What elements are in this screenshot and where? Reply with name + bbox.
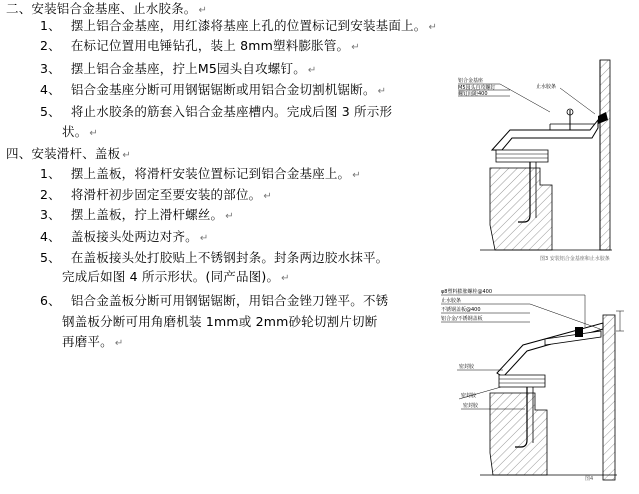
list-item: 4、 铝合金基座分断可用钢锯锯断或用铝合金切割机锯断。 ↵ xyxy=(40,82,387,97)
label-base: 铝合金基座 xyxy=(458,78,484,84)
section4-heading: 四、安装滑杆、盖板 ↵ xyxy=(6,146,131,161)
figure-4-caption: 图4 xyxy=(585,476,594,482)
list-item: 3、 摆上盖板，拧上滑杆螺丝。 ↵ xyxy=(40,207,234,222)
list-item: 2、 将滑杆初步固定至要安装的部位。 ↵ xyxy=(40,187,272,202)
label-sealant-1: 密封胶 xyxy=(459,364,475,370)
list-item: 3、 摆上铝合金基座，拧上M5园头自攻螺钉。 ↵ xyxy=(40,61,317,76)
figure-3-drawing xyxy=(440,50,636,265)
wall-section xyxy=(603,315,615,480)
figure-4-drawing xyxy=(435,275,635,489)
label-water-stop: 止水胶条 xyxy=(441,298,462,304)
label-sealant-2: 密封胶 xyxy=(461,393,477,399)
list-item: 1、 摆上盖板，将滑杆安装位置标记到铝合金基座上。 ↵ xyxy=(40,166,361,181)
label-cover: 铝合金/不锈钢盖板 xyxy=(441,316,483,322)
aluminum-base xyxy=(492,120,598,150)
concrete-slab xyxy=(490,393,547,475)
list-item: 4、 盖板接头处两边对齐。 ↵ xyxy=(40,229,209,244)
label-water-stop: 止水胶条 xyxy=(536,84,557,90)
list-item-continuation: 再磨平。 ↵ xyxy=(62,334,124,349)
label-screw: M5园头自攻螺钉 xyxy=(458,85,496,91)
label-sealant-3: 密封胶 xyxy=(463,403,479,409)
list-item: 5、 将止水胶条的筋套入铝合金基座槽内。完成后图 3 所示形 xyxy=(40,104,393,119)
list-item: 6、 铝合金盖板分断可用钢锯锯断，用铝合金锉刀锉平。不锈 xyxy=(40,293,389,308)
section3-heading: 二、安装铝合金基座、止水胶条。 ↵ xyxy=(6,1,208,16)
label-spacing: 螺钉间距400 xyxy=(458,91,488,97)
list-item: 2、 在标记位置用电锤钻孔，装上 8mm塑料膨胀管。 ↵ xyxy=(40,38,360,53)
figure-3-caption: 图3 安装铝合金基座和止水胶条 xyxy=(540,256,610,262)
concrete-slab xyxy=(490,168,552,250)
list-item-continuation: 状。 ↵ xyxy=(62,124,98,139)
list-item: 5、 在盖板接头处打胶贴上不锈钢封条。封条两边胶水抹平。 xyxy=(40,250,389,265)
list-item-continuation: 钢盖板分断可用角磨机装 1mm或 2mm砂轮切割片切断 xyxy=(62,314,378,329)
label-plate: 不锈钢盖板@400 xyxy=(441,307,481,313)
list-item-continuation: 完成后如图 4 所示形状。(同产品图)。 ↵ xyxy=(62,269,290,284)
list-item: 1、 摆上铝合金基座，用红漆将基座上孔的位置标记到安装基面上。 ↵ xyxy=(40,18,438,33)
wall-section xyxy=(600,60,610,250)
cover-plate xyxy=(497,323,603,377)
label-anchor: φ8塑料膨胀螺栓@400 xyxy=(441,289,493,295)
